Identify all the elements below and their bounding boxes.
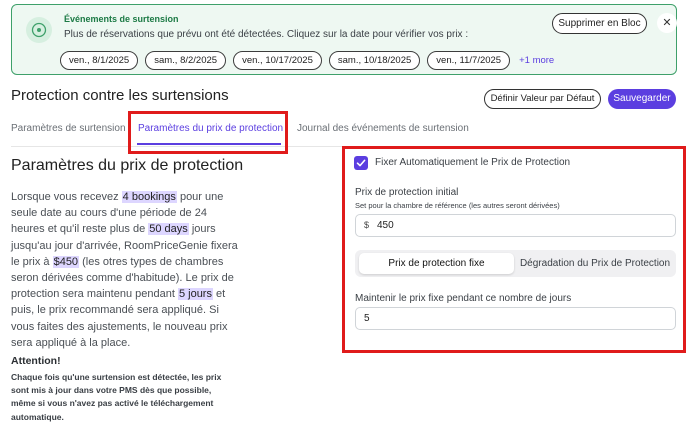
alert-message: Plus de réservations que prévu ont été détectées. Cliquez sur la date pour vérifier vos prix : bbox=[64, 29, 469, 40]
desc-text: Lorsque vous recevez bbox=[11, 191, 122, 203]
initial-price-label: Prix de protection initial bbox=[355, 187, 459, 198]
set-default-button[interactable]: Définir Valeur par Défaut bbox=[484, 89, 601, 109]
attention-title: Attention! bbox=[11, 355, 61, 367]
surge-date-list bbox=[60, 50, 554, 70]
surge-date-chip[interactable]: ven., 11/7/2025 bbox=[427, 51, 510, 70]
days-label: Maintenir le prix fixe pendant ce nombre de jours bbox=[355, 293, 572, 304]
tab-surge-settings[interactable]: Paramètres de surtension bbox=[11, 123, 126, 134]
days-input[interactable] bbox=[355, 307, 676, 330]
tab-surge-event-log[interactable]: Journal des événements de surtension bbox=[297, 123, 469, 134]
surge-date-chip[interactable]: sam., 8/2/2025 bbox=[145, 51, 226, 70]
initial-price-help: Set pour la chambre de référence (les autres seront dérivées) bbox=[355, 201, 560, 210]
protection-description bbox=[11, 189, 241, 351]
initial-price-input[interactable] bbox=[355, 214, 676, 237]
attention-text: Chaque fois qu'une surtension est détectée, les prix sont mis à jour dans votre PMS dès que possible, même si vous n'avez pas activé le téléchargement automatique. bbox=[11, 372, 222, 422]
auto-fix-checkbox[interactable] bbox=[354, 156, 368, 170]
mode-degradation-button[interactable]: Dégradation du Prix de Protection bbox=[519, 258, 671, 269]
save-button[interactable]: Sauvegarder bbox=[608, 89, 676, 109]
protection-mode-toggle bbox=[355, 250, 676, 277]
surge-events-alert bbox=[11, 4, 677, 75]
info-circle-icon bbox=[26, 17, 52, 43]
surge-date-chip[interactable]: ven., 10/17/2025 bbox=[233, 51, 322, 70]
days-value: 5 bbox=[364, 313, 370, 324]
close-icon[interactable]: ✕ bbox=[657, 13, 677, 33]
page-title: Protection contre les surtensions bbox=[11, 87, 229, 104]
desc-text: (les otres types de chambres seron dérivées comme d'habitude). Le prix de protection sera maintenu pendant bbox=[11, 255, 234, 301]
section-title: Paramètres du prix de protection bbox=[11, 157, 244, 174]
auto-fix-label: Fixer Automatiquement le Prix de Protection bbox=[375, 157, 571, 168]
mode-fixed-button[interactable]: Prix de protection fixe bbox=[359, 253, 514, 274]
days-highlight: 50 days bbox=[149, 223, 188, 236]
initial-price-value: 450 bbox=[377, 220, 394, 231]
more-dates-link[interactable]: +1 more bbox=[519, 54, 555, 66]
bulk-delete-button[interactable]: Supprimer en Bloc bbox=[552, 13, 647, 34]
annotation-highlight-tab bbox=[128, 111, 288, 154]
alert-title: Événements de surtension bbox=[64, 14, 179, 24]
surge-date-chip[interactable]: ven., 8/1/2025 bbox=[60, 51, 138, 70]
desc-text: jours jusqu'au jour d'arrivée, RoomPriceGenie fixera le prix à bbox=[11, 223, 238, 268]
desc-text: et puis, le prix recommandé sera appliqué. Si vous faites des ajustements, le nouveau prix sera appliqué à la place. bbox=[11, 288, 228, 349]
tab-protection-price-settings[interactable]: Paramètres du prix de protection bbox=[138, 123, 284, 134]
currency-symbol: $ bbox=[364, 220, 370, 230]
duration-highlight: 5 jours bbox=[178, 288, 212, 301]
check-icon bbox=[356, 158, 366, 168]
price-highlight: $450 bbox=[53, 255, 79, 268]
desc-text: pour une seule date au cours d'une période de 24 heures et qu'il reste plus de bbox=[11, 191, 224, 236]
surge-date-chip[interactable]: sam., 10/18/2025 bbox=[329, 51, 420, 70]
bookings-highlight: 4 bookings bbox=[122, 191, 176, 203]
